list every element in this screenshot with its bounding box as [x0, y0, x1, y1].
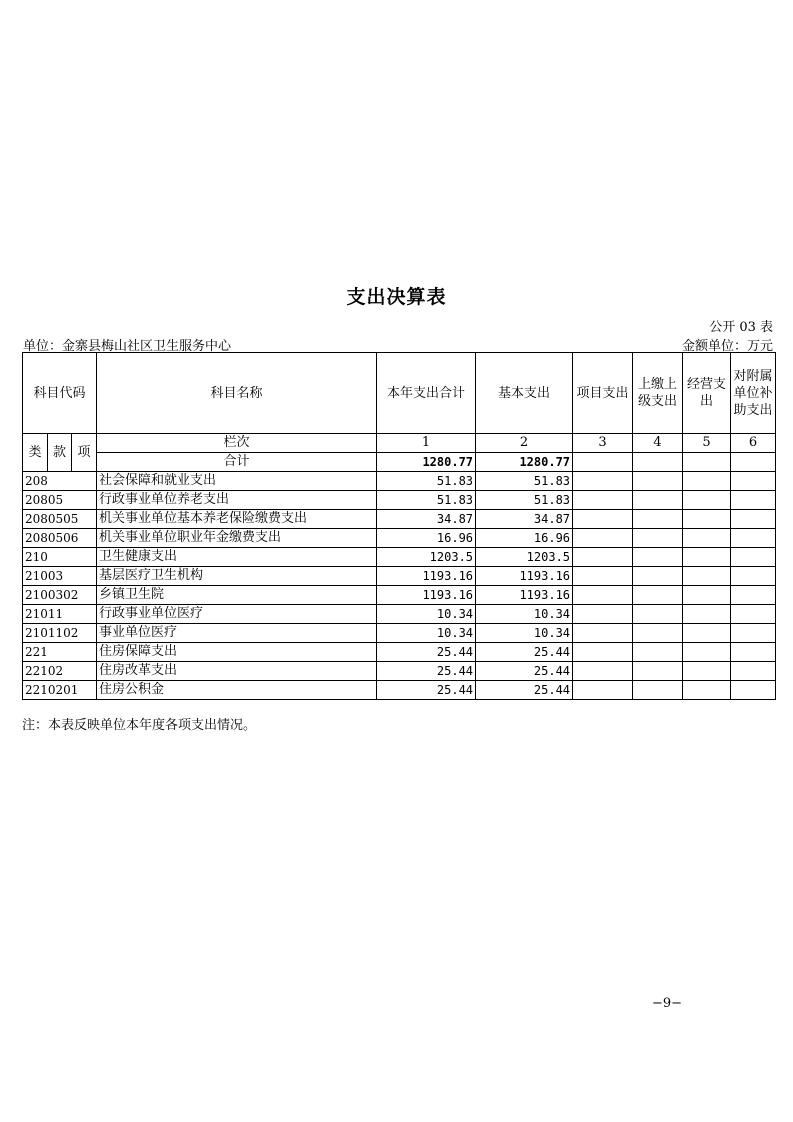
unit-label: 单位：金寨县梅山社区卫生服务中心	[23, 339, 232, 354]
subject-code: 20805	[23, 491, 97, 510]
table-row	[23, 624, 776, 643]
empty-cell	[683, 453, 731, 472]
empty-cell	[731, 453, 776, 472]
row-basic: 10.34	[476, 605, 573, 624]
total-basic: 1280.77	[476, 453, 573, 472]
empty-cell	[633, 643, 683, 662]
header-basic: 基本支出	[476, 353, 573, 434]
empty-cell	[731, 567, 776, 586]
header-lei: 类	[23, 434, 48, 472]
total-label: 合计	[97, 453, 377, 472]
row-basic: 51.83	[476, 491, 573, 510]
expenditure-table	[22, 352, 776, 700]
empty-cell	[573, 643, 633, 662]
row-basic: 51.83	[476, 472, 573, 491]
row-total: 1203.5	[377, 548, 476, 567]
row-total: 51.83	[377, 472, 476, 491]
row-total: 25.44	[377, 681, 476, 700]
total-row	[23, 453, 776, 472]
header-subsidy: 对附属单位补助支出	[731, 353, 776, 434]
header-row	[23, 353, 776, 434]
empty-cell	[633, 510, 683, 529]
empty-cell	[633, 662, 683, 681]
col-index-4: 4	[633, 434, 683, 453]
empty-cell	[633, 472, 683, 491]
table-row	[23, 643, 776, 662]
subject-code: 21011	[23, 605, 97, 624]
table-row	[23, 548, 776, 567]
empty-cell	[573, 605, 633, 624]
empty-cell	[683, 605, 731, 624]
row-total: 16.96	[377, 529, 476, 548]
row-total: 34.87	[377, 510, 476, 529]
empty-cell	[573, 567, 633, 586]
subject-code: 21003	[23, 567, 97, 586]
subject-name: 乡镇卫生院	[97, 586, 377, 605]
empty-cell	[683, 662, 731, 681]
total-amount: 1280.77	[377, 453, 476, 472]
row-total: 25.44	[377, 643, 476, 662]
row-basic: 16.96	[476, 529, 573, 548]
empty-cell	[683, 586, 731, 605]
header-code: 科目代码	[23, 353, 97, 434]
empty-cell	[731, 472, 776, 491]
empty-cell	[573, 548, 633, 567]
row-basic: 1193.16	[476, 586, 573, 605]
header-lanci: 栏次	[97, 434, 377, 453]
empty-cell	[683, 624, 731, 643]
empty-cell	[573, 624, 633, 643]
header-name: 科目名称	[97, 353, 377, 434]
row-basic: 34.87	[476, 510, 573, 529]
empty-cell	[633, 586, 683, 605]
form-number: 公开 03 表	[709, 320, 773, 335]
subject-name: 机关事业单位职业年金缴费支出	[97, 529, 377, 548]
empty-cell	[683, 567, 731, 586]
empty-cell	[683, 643, 731, 662]
subject-name: 卫生健康支出	[97, 548, 377, 567]
empty-cell	[731, 548, 776, 567]
empty-cell	[573, 662, 633, 681]
empty-cell	[573, 472, 633, 491]
header-business: 经营支出	[683, 353, 731, 434]
table-row	[23, 605, 776, 624]
subject-name: 机关事业单位基本养老保险缴费支出	[97, 510, 377, 529]
header-project: 项目支出	[573, 353, 633, 434]
row-total: 10.34	[377, 605, 476, 624]
subject-name: 行政事业单位养老支出	[97, 491, 377, 510]
col-index-5: 5	[683, 434, 731, 453]
col-index-2: 2	[476, 434, 573, 453]
empty-cell	[633, 681, 683, 700]
empty-cell	[731, 624, 776, 643]
row-basic: 25.44	[476, 662, 573, 681]
col-index-1: 1	[377, 434, 476, 453]
row-total: 1193.16	[377, 567, 476, 586]
empty-cell	[731, 491, 776, 510]
empty-cell	[633, 453, 683, 472]
empty-cell	[573, 529, 633, 548]
subject-name: 事业单位医疗	[97, 624, 377, 643]
table-row	[23, 491, 776, 510]
empty-cell	[683, 529, 731, 548]
row-basic: 1203.5	[476, 548, 573, 567]
page-number: −9−	[652, 996, 683, 1011]
table-row	[23, 586, 776, 605]
col-index-3: 3	[573, 434, 633, 453]
row-basic: 25.44	[476, 681, 573, 700]
column-index-row	[23, 434, 776, 453]
empty-cell	[683, 491, 731, 510]
table-row	[23, 472, 776, 491]
row-basic: 25.44	[476, 643, 573, 662]
subject-name: 住房保障支出	[97, 643, 377, 662]
empty-cell	[731, 605, 776, 624]
subject-code: 2080506	[23, 529, 97, 548]
subject-code: 221	[23, 643, 97, 662]
subject-code: 210	[23, 548, 97, 567]
empty-cell	[633, 624, 683, 643]
empty-cell	[731, 681, 776, 700]
empty-cell	[683, 472, 731, 491]
subject-code: 22102	[23, 662, 97, 681]
subject-name: 社会保障和就业支出	[97, 472, 377, 491]
header-upper: 上缴上级支出	[633, 353, 683, 434]
table-row	[23, 529, 776, 548]
empty-cell	[731, 529, 776, 548]
subject-code: 2210201	[23, 681, 97, 700]
subject-code: 2101102	[23, 624, 97, 643]
row-basic: 10.34	[476, 624, 573, 643]
row-total: 10.34	[377, 624, 476, 643]
row-total: 25.44	[377, 662, 476, 681]
table-row	[23, 510, 776, 529]
empty-cell	[573, 491, 633, 510]
empty-cell	[731, 510, 776, 529]
subject-name: 行政事业单位医疗	[97, 605, 377, 624]
amount-unit-label: 金额单位：万元	[681, 339, 773, 354]
empty-cell	[683, 510, 731, 529]
empty-cell	[731, 586, 776, 605]
table-row	[23, 662, 776, 681]
header-kuan: 款	[48, 434, 72, 472]
subject-code: 2080505	[23, 510, 97, 529]
subject-name: 基层医疗卫生机构	[97, 567, 377, 586]
empty-cell	[573, 453, 633, 472]
empty-cell	[683, 681, 731, 700]
row-total: 1193.16	[377, 586, 476, 605]
subject-name: 住房公积金	[97, 681, 377, 700]
subject-name: 住房改革支出	[97, 662, 377, 681]
table-note: 注：本表反映单位本年度各项支出情况。	[22, 718, 257, 733]
empty-cell	[633, 567, 683, 586]
empty-cell	[683, 548, 731, 567]
header-total: 本年支出合计	[377, 353, 476, 434]
empty-cell	[731, 643, 776, 662]
row-basic: 1193.16	[476, 567, 573, 586]
empty-cell	[573, 586, 633, 605]
empty-cell	[633, 548, 683, 567]
col-index-6: 6	[731, 434, 776, 453]
subject-code: 2100302	[23, 586, 97, 605]
table-row	[23, 567, 776, 586]
empty-cell	[573, 510, 633, 529]
empty-cell	[731, 662, 776, 681]
empty-cell	[633, 491, 683, 510]
row-total: 51.83	[377, 491, 476, 510]
page-title: 支出决算表	[346, 286, 447, 308]
subject-code: 208	[23, 472, 97, 491]
table-row	[23, 681, 776, 700]
empty-cell	[573, 681, 633, 700]
header-xiang: 项	[72, 434, 97, 472]
empty-cell	[633, 605, 683, 624]
empty-cell	[633, 529, 683, 548]
